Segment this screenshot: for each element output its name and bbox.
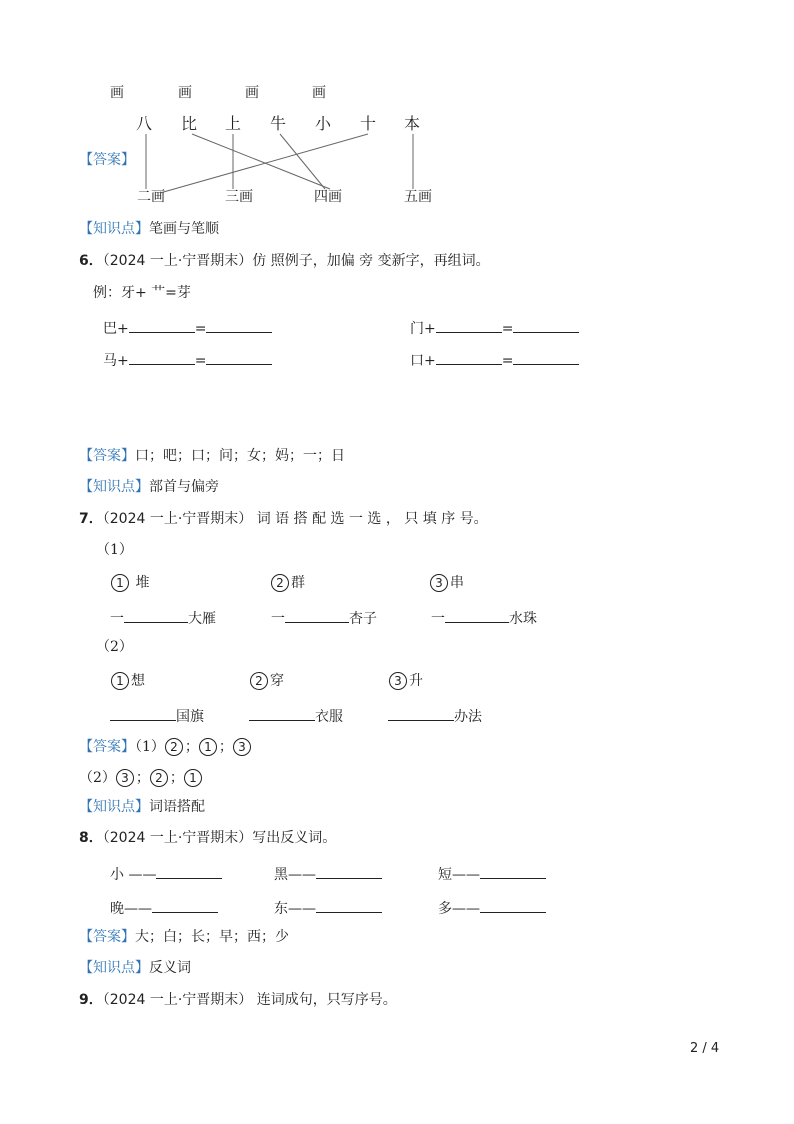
char-item: 八 xyxy=(136,114,153,133)
circled-number: 2 xyxy=(271,574,289,592)
answer-blank[interactable] xyxy=(206,318,272,333)
char-item: 比 xyxy=(181,114,198,133)
fill-item: 小 —— xyxy=(110,864,222,882)
fill-item: 一 大雁 xyxy=(110,608,216,626)
fill-item: 一 杏子 xyxy=(271,608,377,626)
answer-line: 【答案】口；吧；口；问；女；妈；一；日 xyxy=(79,448,345,464)
answer-blank[interactable] xyxy=(436,318,502,333)
answer-blank[interactable] xyxy=(388,706,454,721)
circled-number: 1 xyxy=(111,574,129,592)
answer-blank[interactable] xyxy=(285,608,349,623)
match-line xyxy=(192,134,330,189)
option-item: 3 升 xyxy=(389,672,423,690)
fill-item: 办法 xyxy=(388,706,482,724)
group-label: 三画 xyxy=(225,189,253,205)
fill-item: 一 水珠 xyxy=(431,608,537,626)
circled-number: 1 xyxy=(111,672,129,690)
group-label: 四画 xyxy=(314,189,342,205)
answer-blank[interactable] xyxy=(124,608,188,623)
circled-number: 3 xyxy=(430,574,448,592)
answer-blank[interactable] xyxy=(436,350,502,365)
answer-line: （2） 3 ； 2 ； 1 xyxy=(79,769,204,787)
answer-blank[interactable] xyxy=(129,350,195,365)
answer-blank[interactable] xyxy=(129,318,195,333)
part-label: （1） xyxy=(96,542,133,558)
knowledge-point: 【知识点】部首与偏旁 xyxy=(79,479,219,495)
option-item: 1 堆 xyxy=(111,574,149,592)
circled-number: 1 xyxy=(199,738,217,756)
fill-item: 国旗 xyxy=(110,706,204,724)
question-stem: 8．（2024 一上·宁晋期末）写出反义词。 xyxy=(79,830,337,846)
circled-number: 1 xyxy=(184,769,202,787)
fill-item: 马+ = xyxy=(103,350,272,368)
char-item: 牛 xyxy=(270,114,287,133)
answer-blank[interactable] xyxy=(316,898,382,913)
option-item: 3 串 xyxy=(430,574,464,592)
fill-item: 门+ = xyxy=(410,318,579,336)
answer-blank[interactable] xyxy=(156,864,222,879)
group-label: 二画 xyxy=(137,189,165,205)
answer-blank[interactable] xyxy=(206,350,272,365)
knowledge-point: 【知识点】笔画与笔顺 xyxy=(79,221,219,237)
match-line xyxy=(280,134,325,189)
group-label: 五画 xyxy=(404,189,432,205)
fill-item: 晚—— xyxy=(110,898,218,916)
answer-blank[interactable] xyxy=(480,898,546,913)
question-stem: 7．（2024 一上·宁晋期末） 词 语 搭 配 选 一 选 ， 只 填 序 号。 xyxy=(79,511,488,527)
option-item: 1 想 xyxy=(111,672,145,690)
answer-blank[interactable] xyxy=(445,608,509,623)
fill-item: 东—— xyxy=(274,898,382,916)
answer-line: 【答案】大；白；长；早；西；少 xyxy=(79,929,289,945)
knowledge-point: 【知识点】词语搭配 xyxy=(79,799,205,815)
page-number: 2 / 4 xyxy=(690,1041,720,1056)
char-item: 小 xyxy=(315,114,332,133)
stroke-header: 画 xyxy=(178,85,192,101)
fill-item: 黑—— xyxy=(274,864,382,882)
stroke-header: 画 xyxy=(110,85,124,101)
stroke-header: 画 xyxy=(245,85,259,101)
circled-number: 2 xyxy=(250,672,268,690)
answer-blank[interactable] xyxy=(513,350,579,365)
fill-item: 多—— xyxy=(438,898,546,916)
fill-item: 巴+ = xyxy=(103,318,272,336)
match-line xyxy=(160,134,368,193)
char-item: 十 xyxy=(360,114,377,133)
answer-blank[interactable] xyxy=(480,864,546,879)
circled-number: 2 xyxy=(150,769,168,787)
circled-number: 3 xyxy=(233,738,251,756)
answer-blank[interactable] xyxy=(110,706,176,721)
circled-number: 3 xyxy=(116,769,134,787)
question-stem: 6．（2024 一上·宁晋期末）仿 照例子，加偏 旁 变新字，再组词。 xyxy=(79,253,490,269)
answer-blank[interactable] xyxy=(152,898,218,913)
option-item: 2 群 xyxy=(271,574,305,592)
answer-line: 【答案】（1） 2 ； 1 ； 3 xyxy=(79,738,253,756)
char-item: 本 xyxy=(404,114,421,133)
question-stem: 9．（2024 一上·宁晋期末） 连词成句，只写序号。 xyxy=(79,992,397,1008)
answer-blank[interactable] xyxy=(249,706,315,721)
stroke-header: 画 xyxy=(312,85,326,101)
char-item: 上 xyxy=(225,114,242,133)
part-label: （2） xyxy=(96,639,133,655)
answer-blank[interactable] xyxy=(316,864,382,879)
example-text: 例：牙+ 艹=芽 xyxy=(93,285,191,301)
option-item: 2 穿 xyxy=(250,672,284,690)
knowledge-point: 【知识点】反义词 xyxy=(79,960,191,976)
fill-item: 口+ = xyxy=(410,350,579,368)
matching-lines xyxy=(0,0,794,220)
answer-label: 【答案】 xyxy=(79,152,135,168)
answer-blank[interactable] xyxy=(513,318,579,333)
fill-item: 衣服 xyxy=(249,706,343,724)
circled-number: 3 xyxy=(389,672,407,690)
fill-item: 短—— xyxy=(438,864,546,882)
circled-number: 2 xyxy=(165,738,183,756)
